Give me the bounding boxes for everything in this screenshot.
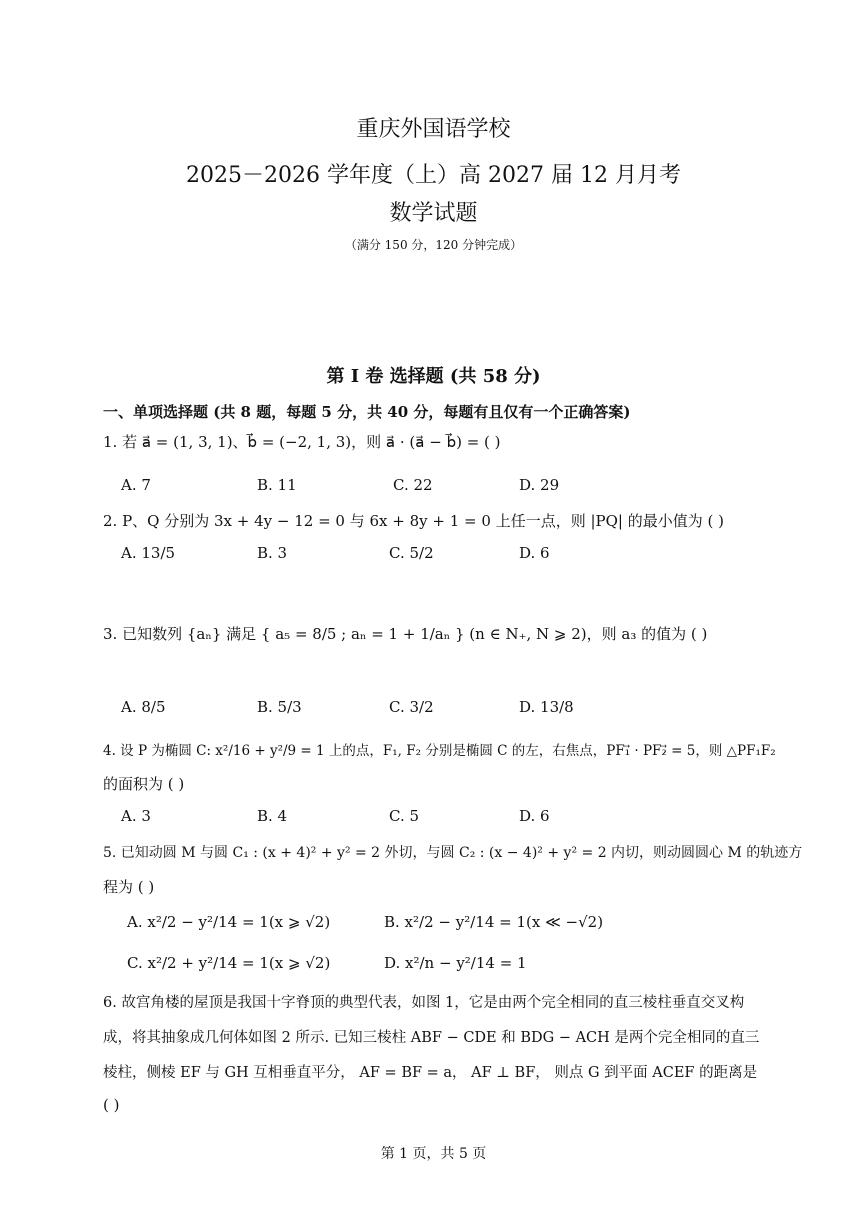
q1-option-d: D. 29 — [519, 476, 560, 494]
section-heading: 一、单项选择题 (共 8 题，每题 5 分，共 40 分，每题有且仅有一个正确答案) — [103, 403, 631, 421]
q4-option-a: A. 3 — [121, 807, 151, 825]
q2-option-b: B. 3 — [257, 544, 288, 562]
question-6-stem: 6. 故宫角楼的屋顶是我国十字脊顶的典型代表，如图 1，它是由两个完全相同的直三棱柱垂直交叉构 — [103, 995, 745, 1011]
question-2-stem: 2. P、Q 分别为 3x + 4y − 12 = 0 与 6x + 8y + 1 = 0 上任一点，则 |PQ| 的最小值为 ( ) — [103, 512, 724, 530]
q3-option-b: B. 5/3 — [257, 698, 302, 716]
q2-option-a: A. 13/5 — [121, 544, 176, 562]
question-6-stem-line4: ( ) — [103, 1096, 120, 1114]
q1-option-b: B. 11 — [257, 476, 297, 494]
q5-option-b: B. x²/2 − y²/14 = 1(x ≪ −√2) — [384, 913, 604, 931]
q4-option-d: D. 6 — [519, 807, 550, 825]
question-4-stem: 4. 设 P 为椭圆 C: x²/16 + y²/9 = 1 上的点，F₁, F₂ 分别是椭圆 C 的左，右焦点，PF₁⃗ · PF₂⃗ = 5，则 △PF₁F₂ — [103, 743, 776, 759]
part-title: 第 I 卷 选择题 (共 58 分) — [326, 366, 541, 387]
question-6-stem-line2: 成，将其抽象成几何体如图 2 所示. 已知三棱柱 ABF − CDE 和 BDG − ACH 是两个完全相同的直三 — [103, 1030, 760, 1046]
question-5-stem-cont: 程为 ( ) — [103, 878, 155, 896]
q5-option-c: C. x²/2 + y²/14 = 1(x ⩾ √2) — [127, 954, 331, 972]
q1-option-c: C. 22 — [393, 476, 433, 494]
q4-option-b: B. 4 — [257, 807, 288, 825]
q4-option-c: C. 5 — [389, 807, 420, 825]
q5-option-a: A. x²/2 − y²/14 = 1(x ⩾ √2) — [127, 913, 331, 931]
school-name: 重庆外国语学校 — [356, 117, 511, 142]
question-4-stem-cont: 的面积为 ( ) — [103, 775, 185, 793]
exam-title: 2025－2026 学年度（上）高 2027 届 12 月月考 — [186, 163, 681, 188]
question-3-stem: 3. 已知数列 {aₙ} 满足 { a₅ = 8/5 ; aₙ = 1 + 1/aₙ } (n ∈ N₊, N ⩾ 2)，则 a₃ 的值为 ( ) — [103, 625, 708, 643]
question-1-stem: 1. 若 a⃗ = (1, 3, 1)、b⃗ = (−2, 1, 3)，则 a⃗ · (a⃗ − b⃗) = ( ) — [103, 433, 501, 451]
q1-option-a: A. 7 — [121, 476, 151, 494]
page-footer: 第 1 页，共 5 页 — [380, 1146, 487, 1162]
exam-note: （满分 150 分，120 分钟完成） — [344, 238, 523, 252]
q5-option-d: D. x²/n − y²/14 = 1 — [384, 954, 527, 972]
q2-option-d: D. 6 — [519, 544, 550, 562]
q3-option-c: C. 3/2 — [389, 698, 434, 716]
q3-option-a: A. 8/5 — [121, 698, 166, 716]
subject-title: 数学试题 — [389, 201, 478, 226]
q3-option-d: D. 13/8 — [519, 698, 574, 716]
question-6-stem-line3: 棱柱，侧棱 EF 与 GH 互相垂直平分， AF = BF = a， AF ⊥ BF， 则点 G 到平面 ACEF 的距离是 — [103, 1065, 758, 1081]
question-5-stem: 5. 已知动圆 M 与圆 C₁ : (x + 4)² + y² = 2 外切，与圆 C₂ : (x − 4)² + y² = 2 内切，则动圆圆心 M 的轨迹方 — [103, 845, 803, 861]
q2-option-c: C. 5/2 — [389, 544, 434, 562]
